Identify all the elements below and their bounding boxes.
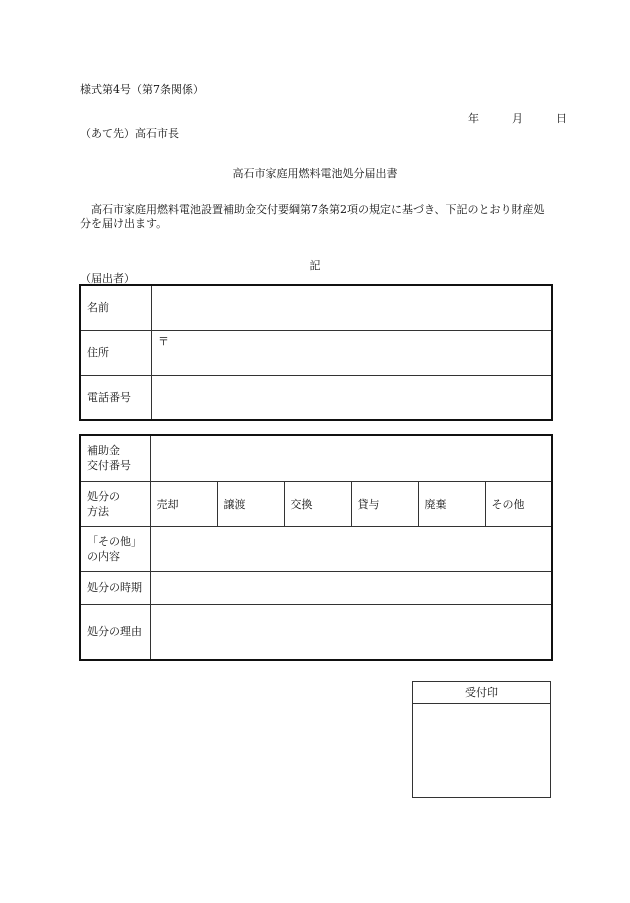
ki-label: 記	[309, 259, 321, 272]
method-option-sale[interactable]: 売却	[150, 481, 217, 526]
phone-field[interactable]	[152, 375, 553, 420]
form-number: 様式第4号（第7条関係）	[80, 83, 204, 96]
reason-field[interactable]	[150, 604, 552, 660]
reason-label: 処分の理由	[80, 604, 150, 660]
method-option-discard[interactable]: 廃棄	[418, 481, 485, 526]
reason-row	[80, 604, 552, 660]
disposal-table	[79, 434, 553, 661]
method-option-transfer[interactable]: 譲渡	[217, 481, 284, 526]
other-content-label: 「その他」 の内容	[80, 526, 150, 571]
address-row	[80, 330, 552, 375]
postal-mark: 〒	[158, 334, 169, 348]
method-option-other[interactable]: その他	[485, 481, 552, 526]
grant-number-label: 補助金 交付番号	[80, 435, 150, 481]
grant-number-field[interactable]	[150, 435, 552, 481]
document-title: 高石市家庭用燃料電池処分届出書	[232, 167, 398, 180]
body-text: 高石市家庭用燃料電池設置補助金交付要綱第7条第2項の規定に基づき、下記のとおり財産処分を届け出ます。	[80, 203, 545, 230]
address-label: 住所	[80, 330, 152, 375]
name-label: 名前	[80, 285, 152, 330]
addressee: （あて先）高石市長	[80, 127, 179, 140]
grant-number-row	[80, 435, 552, 481]
phone-label: 電話番号	[80, 375, 152, 420]
method-option-exchange[interactable]: 交換	[284, 481, 351, 526]
timing-label: 処分の時期	[80, 571, 150, 604]
other-content-row	[80, 526, 552, 571]
reporter-label: （届出者）	[80, 272, 135, 285]
date-line	[468, 110, 567, 126]
reporter-table	[79, 284, 553, 421]
day-label: 日	[556, 112, 567, 125]
year-label: 年	[468, 112, 479, 125]
method-row	[80, 481, 552, 526]
method-option-lend[interactable]: 貸与	[351, 481, 418, 526]
timing-field[interactable]	[150, 571, 552, 604]
reception-stamp-label: 受付印	[413, 682, 550, 704]
timing-row	[80, 571, 552, 604]
address-field[interactable]	[152, 330, 553, 375]
other-content-field[interactable]	[150, 526, 552, 571]
reception-stamp-box	[412, 681, 551, 798]
name-row	[80, 285, 552, 330]
month-label: 月	[512, 112, 523, 125]
method-label: 処分の 方法	[80, 481, 150, 526]
phone-row	[80, 375, 552, 420]
name-field[interactable]	[152, 285, 553, 330]
